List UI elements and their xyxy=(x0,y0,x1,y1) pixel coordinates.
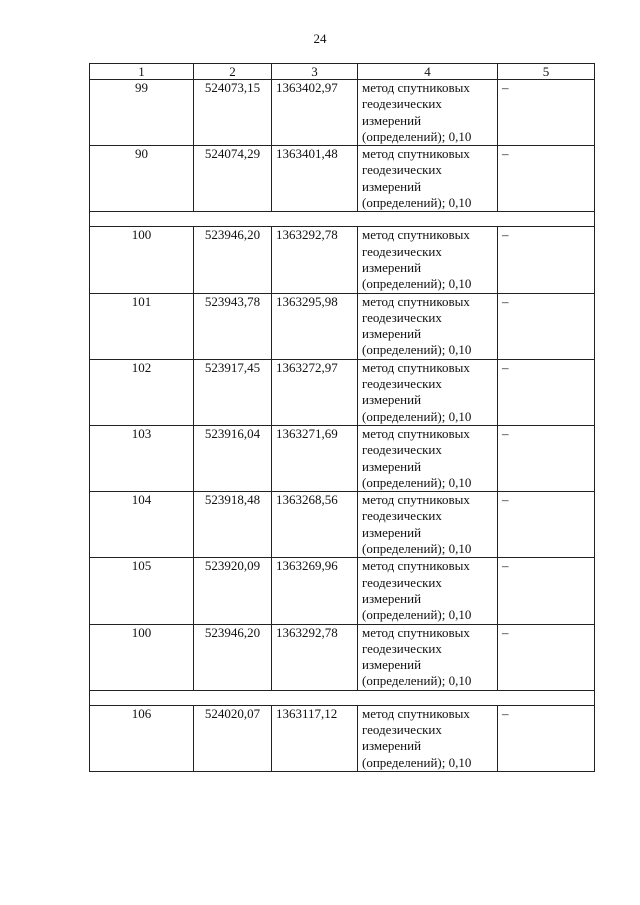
x-coordinate-cell: 523943,78 xyxy=(194,293,272,359)
method-cell: метод спутниковых геодезических измерений (определений); 0,10 xyxy=(358,492,498,558)
column-header: 3 xyxy=(272,64,358,80)
point-number-cell: 90 xyxy=(90,146,194,212)
point-number-cell: 101 xyxy=(90,293,194,359)
method-cell: метод спутниковых геодезических измерений (определений); 0,10 xyxy=(358,227,498,293)
point-number-cell: 100 xyxy=(90,227,194,293)
table-row xyxy=(90,624,595,690)
table-row xyxy=(90,146,595,212)
method-cell: метод спутниковых геодезических измерений (определений); 0,10 xyxy=(358,293,498,359)
y-coordinate-cell: 1363117,12 xyxy=(272,705,358,771)
column-header: 5 xyxy=(498,64,595,80)
x-coordinate-cell: 524073,15 xyxy=(194,80,272,146)
note-cell: – xyxy=(498,558,595,624)
y-coordinate-cell: 1363271,69 xyxy=(272,425,358,491)
separator-cell xyxy=(90,690,595,705)
point-number-cell: 100 xyxy=(90,624,194,690)
table-separator-row xyxy=(90,212,595,227)
table-separator-row xyxy=(90,690,595,705)
table-body xyxy=(90,80,595,772)
y-coordinate-cell: 1363295,98 xyxy=(272,293,358,359)
y-coordinate-cell: 1363272,97 xyxy=(272,359,358,425)
note-cell: – xyxy=(498,425,595,491)
y-coordinate-cell: 1363269,96 xyxy=(272,558,358,624)
note-cell: – xyxy=(498,705,595,771)
x-coordinate-cell: 523946,20 xyxy=(194,227,272,293)
method-cell: метод спутниковых геодезических измерений (определений); 0,10 xyxy=(358,705,498,771)
y-coordinate-cell: 1363292,78 xyxy=(272,227,358,293)
table-row xyxy=(90,80,595,146)
page-number: 24 xyxy=(313,31,327,46)
x-coordinate-cell: 524020,07 xyxy=(194,705,272,771)
table-row xyxy=(90,705,595,771)
table-header-row xyxy=(90,64,595,80)
coordinates-table xyxy=(89,63,595,772)
x-coordinate-cell: 523917,45 xyxy=(194,359,272,425)
x-coordinate-cell: 523920,09 xyxy=(194,558,272,624)
note-cell: – xyxy=(498,146,595,212)
x-coordinate-cell: 523946,20 xyxy=(194,624,272,690)
table-row xyxy=(90,425,595,491)
point-number-cell: 103 xyxy=(90,425,194,491)
point-number-cell: 99 xyxy=(90,80,194,146)
method-cell: метод спутниковых геодезических измерений (определений); 0,10 xyxy=(358,624,498,690)
table-row xyxy=(90,558,595,624)
table-row xyxy=(90,293,595,359)
note-cell: – xyxy=(498,80,595,146)
table-row xyxy=(90,359,595,425)
point-number-cell: 102 xyxy=(90,359,194,425)
method-cell: метод спутниковых геодезических измерений (определений); 0,10 xyxy=(358,558,498,624)
x-coordinate-cell: 523916,04 xyxy=(194,425,272,491)
y-coordinate-cell: 1363268,56 xyxy=(272,492,358,558)
method-cell: метод спутниковых геодезических измерений (определений); 0,10 xyxy=(358,425,498,491)
x-coordinate-cell: 524074,29 xyxy=(194,146,272,212)
y-coordinate-cell: 1363401,48 xyxy=(272,146,358,212)
x-coordinate-cell: 523918,48 xyxy=(194,492,272,558)
column-header: 2 xyxy=(194,64,272,80)
note-cell: – xyxy=(498,624,595,690)
note-cell: – xyxy=(498,293,595,359)
column-header: 4 xyxy=(358,64,498,80)
point-number-cell: 104 xyxy=(90,492,194,558)
point-number-cell: 105 xyxy=(90,558,194,624)
separator-cell xyxy=(90,212,595,227)
y-coordinate-cell: 1363292,78 xyxy=(272,624,358,690)
method-cell: метод спутниковых геодезических измерений (определений); 0,10 xyxy=(358,146,498,212)
table-row xyxy=(90,227,595,293)
note-cell: – xyxy=(498,492,595,558)
table-row xyxy=(90,492,595,558)
point-number-cell: 106 xyxy=(90,705,194,771)
method-cell: метод спутниковых геодезических измерений (определений); 0,10 xyxy=(358,80,498,146)
note-cell: – xyxy=(498,359,595,425)
y-coordinate-cell: 1363402,97 xyxy=(272,80,358,146)
method-cell: метод спутниковых геодезических измерений (определений); 0,10 xyxy=(358,359,498,425)
column-header: 1 xyxy=(90,64,194,80)
note-cell: – xyxy=(498,227,595,293)
